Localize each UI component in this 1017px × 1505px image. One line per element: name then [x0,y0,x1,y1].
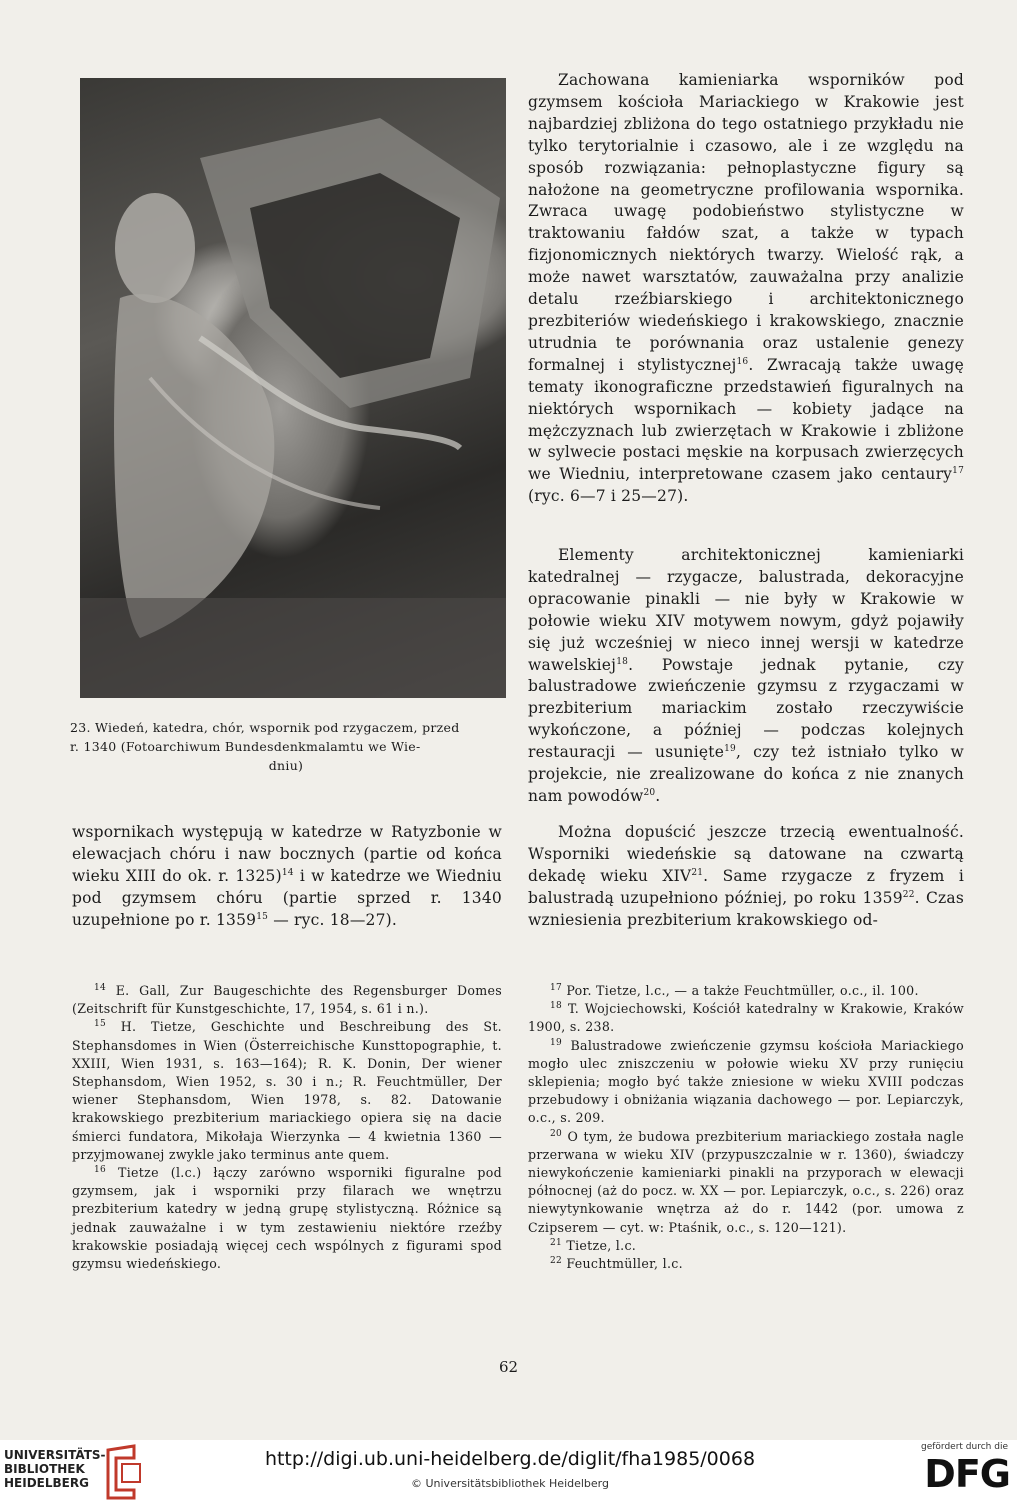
caption-line: 23. Wiedeń, katedra, chór, wspornik pod rzygaczem, przed [70,720,460,735]
figure-caption [70,718,502,775]
library-emblem-icon [104,1442,144,1500]
footnote-ref: 14 [281,867,294,878]
body-text: . Zwracają także uwagę tematy ikonograficzne przedstawień figuralnych na niektórych wspornikach — kobiety jadące na mężczyznach lub zwierzętach w Krakowie i zbliżone w sylwecie postaci męskie na korpusach zwierzęcych we Wiedniu, interpretowane czasem jako centaury [528,355,964,484]
dfg-note: gefördert durch die [921,1442,1008,1452]
footnote: $^{16}$ Tietze (l.c.) łączy zarówno wsporniki figuralne pod gzymsem, jak i wsporniki przy filarach we wnętrzu prezbiterium katedry w jedną grupę stylistyczną. Różnice są jednak zauważalne i w tym zestawieniu niektóre rzeźby krakowskie posiadają więcej cech wspólnych z figurami spod gzymsu wiedeńskiego. [72,1164,502,1272]
footnote-ref: 21 [691,867,704,878]
footnote: $^{19}$ Balustradowe zwieńczenie gzymsu kościoła Mariackiego mogło ulec zniszczeniu w połowie wieku XV przy runięciu sklepienia; mogło być także zniesione w wieku XVIII podczas przebudowy i obniżania wiązania dachowego — por. Lepiarczyk, o.c., s. 209. [528,1037,964,1126]
footnote: $^{20}$ O tym, że budowa prezbiterium mariackiego została nagle przerwana w wieku XIV (przypuszczalnie w r. 1360), świadczy niewykończenie kamieniarki pinakli na przyporach w elewacji północnej (aż do pocz. w. XX — por. Lepiarczyk, o.c., s. 226) oraz niewytynkowanie wnętrza aż do r. 1442 (por. umowa z Czipserem — cyt. w: Ptaśnik, o.c., s. 120—121). [528,1128,964,1235]
footnote-ref: 20 [643,787,656,798]
body-text: wspornikach występują w katedrze w Ratyzbonie w elewacjach chóru i naw bocznych (partie od końca wieku XIII do ok. r. 1325) [72,823,502,885]
dfg-logo[interactable]: DFG [924,1452,1010,1496]
footnote: $^{15}$ H. Tietze, Geschichte und Beschreibung des St. Stephansdomes in Wien (Österreichische Kunsttopographie, t. XXIII, Wien 1931, s. 163—164); R. K. Donin, Der wiener Stephansdom, Wien 1952, s. 30 i n.; R. Feuchtmüller, Der wiener Stephansdom, Wien 1978, s. 82. Datowanie krakowskiego prezbiterium mariackiego opiera się na dacie śmierci fundatora, Mikołaja Wierzynka — 4 kwietnia 1360 — przyjmowanej zwykle jako terminus ante quem. [72,1019,502,1162]
body-text: . Powstaje jednak pytanie, czy balustradowe zwieńczenie gzymsu z rzygaczami w prezbiterium mariackim zostało rzeczywiście wykończone, a później — podczas kolejnych restauracji — usunięte [528,655,964,762]
body-text: (ryc. 6—7 i 25—27). [528,487,689,506]
body-text: i w katedrze we Wiedniu pod gzymsem chóru (partie sprzed r. 1340 uzupełnione po r. 1359 [72,866,502,929]
body-text: Można dopuścić jeszcze trzecią ewentualność. Wsporniki wiedeńskie są datowane na czwartą dekadę wieku XIV [528,823,964,885]
footnote: $^{18}$ T. Wojciechowski, Kościół katedralny w Krakowie, Kraków 1900, s. 238. [528,1001,964,1035]
footnote-ref: 15 [256,911,269,922]
body-text: . Czas wzniesienia prezbiterium krakowskiego od- [528,888,964,929]
body-text: — ryc. 18—27). [268,910,398,929]
figure-photo [80,78,506,698]
body-column-right-paragraph-1 [528,70,964,508]
body-text: . [655,786,661,805]
footnote: $^{22}$ Feuchtmüller, l.c. [550,1255,683,1272]
body-column-right-paragraph-3 [528,822,964,932]
body-text: Zachowana kamieniarka wsporników pod gzymsem kościoła Mariackiego w Krakowie jest najbardziej zbliżona do tego ostatniego przykładu nie tylko terytorialnie i czasowo, ale i ze względu na sposób rozwiązania: pełnoplastyczne figury są nałożone na geometryczne profilowania wspornika. Zwraca uwagę podobieństwo stylistyczne w traktowaniu fałdów szat, a także w typach fizjonomicznych niektórych twarzy. Wielość rąk, a może nawet warsztatów, zauważalna przy analizie detalu rzeźbiarskiego i architektonicznego prezbiteriów wiedeńskiego i krakowskiego, znacznie utrudnia te porównania oraz ustalenie genezy formalnej i stylistycznej [528,71,964,374]
sculpture-photo-image [80,78,506,698]
footnote-ref: 17 [952,466,964,477]
body-text: , czy też istniało tylko w projekcie, nie zrealizowane do końca z nie znanych nam powodów [528,743,964,805]
permalink-url[interactable]: http://digi.ub.uni-heidelberg.de/diglit/fha1985/0068 [264,1448,756,1470]
body-column-right-paragraph-2 [528,545,964,808]
footnote-ref: 18 [616,656,629,667]
footnote: $^{21}$ Tietze, l.c. [550,1237,637,1253]
footnote-ref: 16 [736,356,749,367]
caption-line: dniu) [268,758,304,773]
caption-line: r. 1340 (Fotoarchiwum Bundesdenkmalamtu we Wie- [70,739,421,754]
footnotes-right [528,982,964,1273]
body-column-left-paragraph [72,822,502,932]
footnote: $^{17}$ Por. Tietze, l.c., — a także Feuchtmüller, o.c., il. 100. [550,982,919,998]
footnote: $^{14}$ E. Gall, Zur Baugeschichte des Regensburger Domes (Zeitschrift für Kunstgeschichte, 17, 1954, s. 61 i n.). [72,982,502,1017]
body-text: Elementy architektonicznej kamieniarki katedralnej — rzygacze, balustrada, dekoracyjne opracowanie pinakli — nie były w Krakowie w połowie wieku XIV motywem nowym, gdyż pojawiły się już wcześniej w nieco innej wersji w katedrze wawelskiej [528,546,964,674]
footnote-ref: 22 [902,889,915,900]
library-logo-text[interactable]: UNIVERSITÄTS- BIBLIOTHEK HEIDELBERG [4,1448,106,1490]
footnote-ref: 19 [724,744,736,754]
page-number: 62 [498,1358,519,1376]
body-text: . Same rzygacze z fryzem i balustradą uzupełniono później, po roku 1359 [528,866,964,907]
footnotes-left [72,982,502,1273]
copyright-text: © Universitätsbibliothek Heidelberg [410,1477,609,1490]
